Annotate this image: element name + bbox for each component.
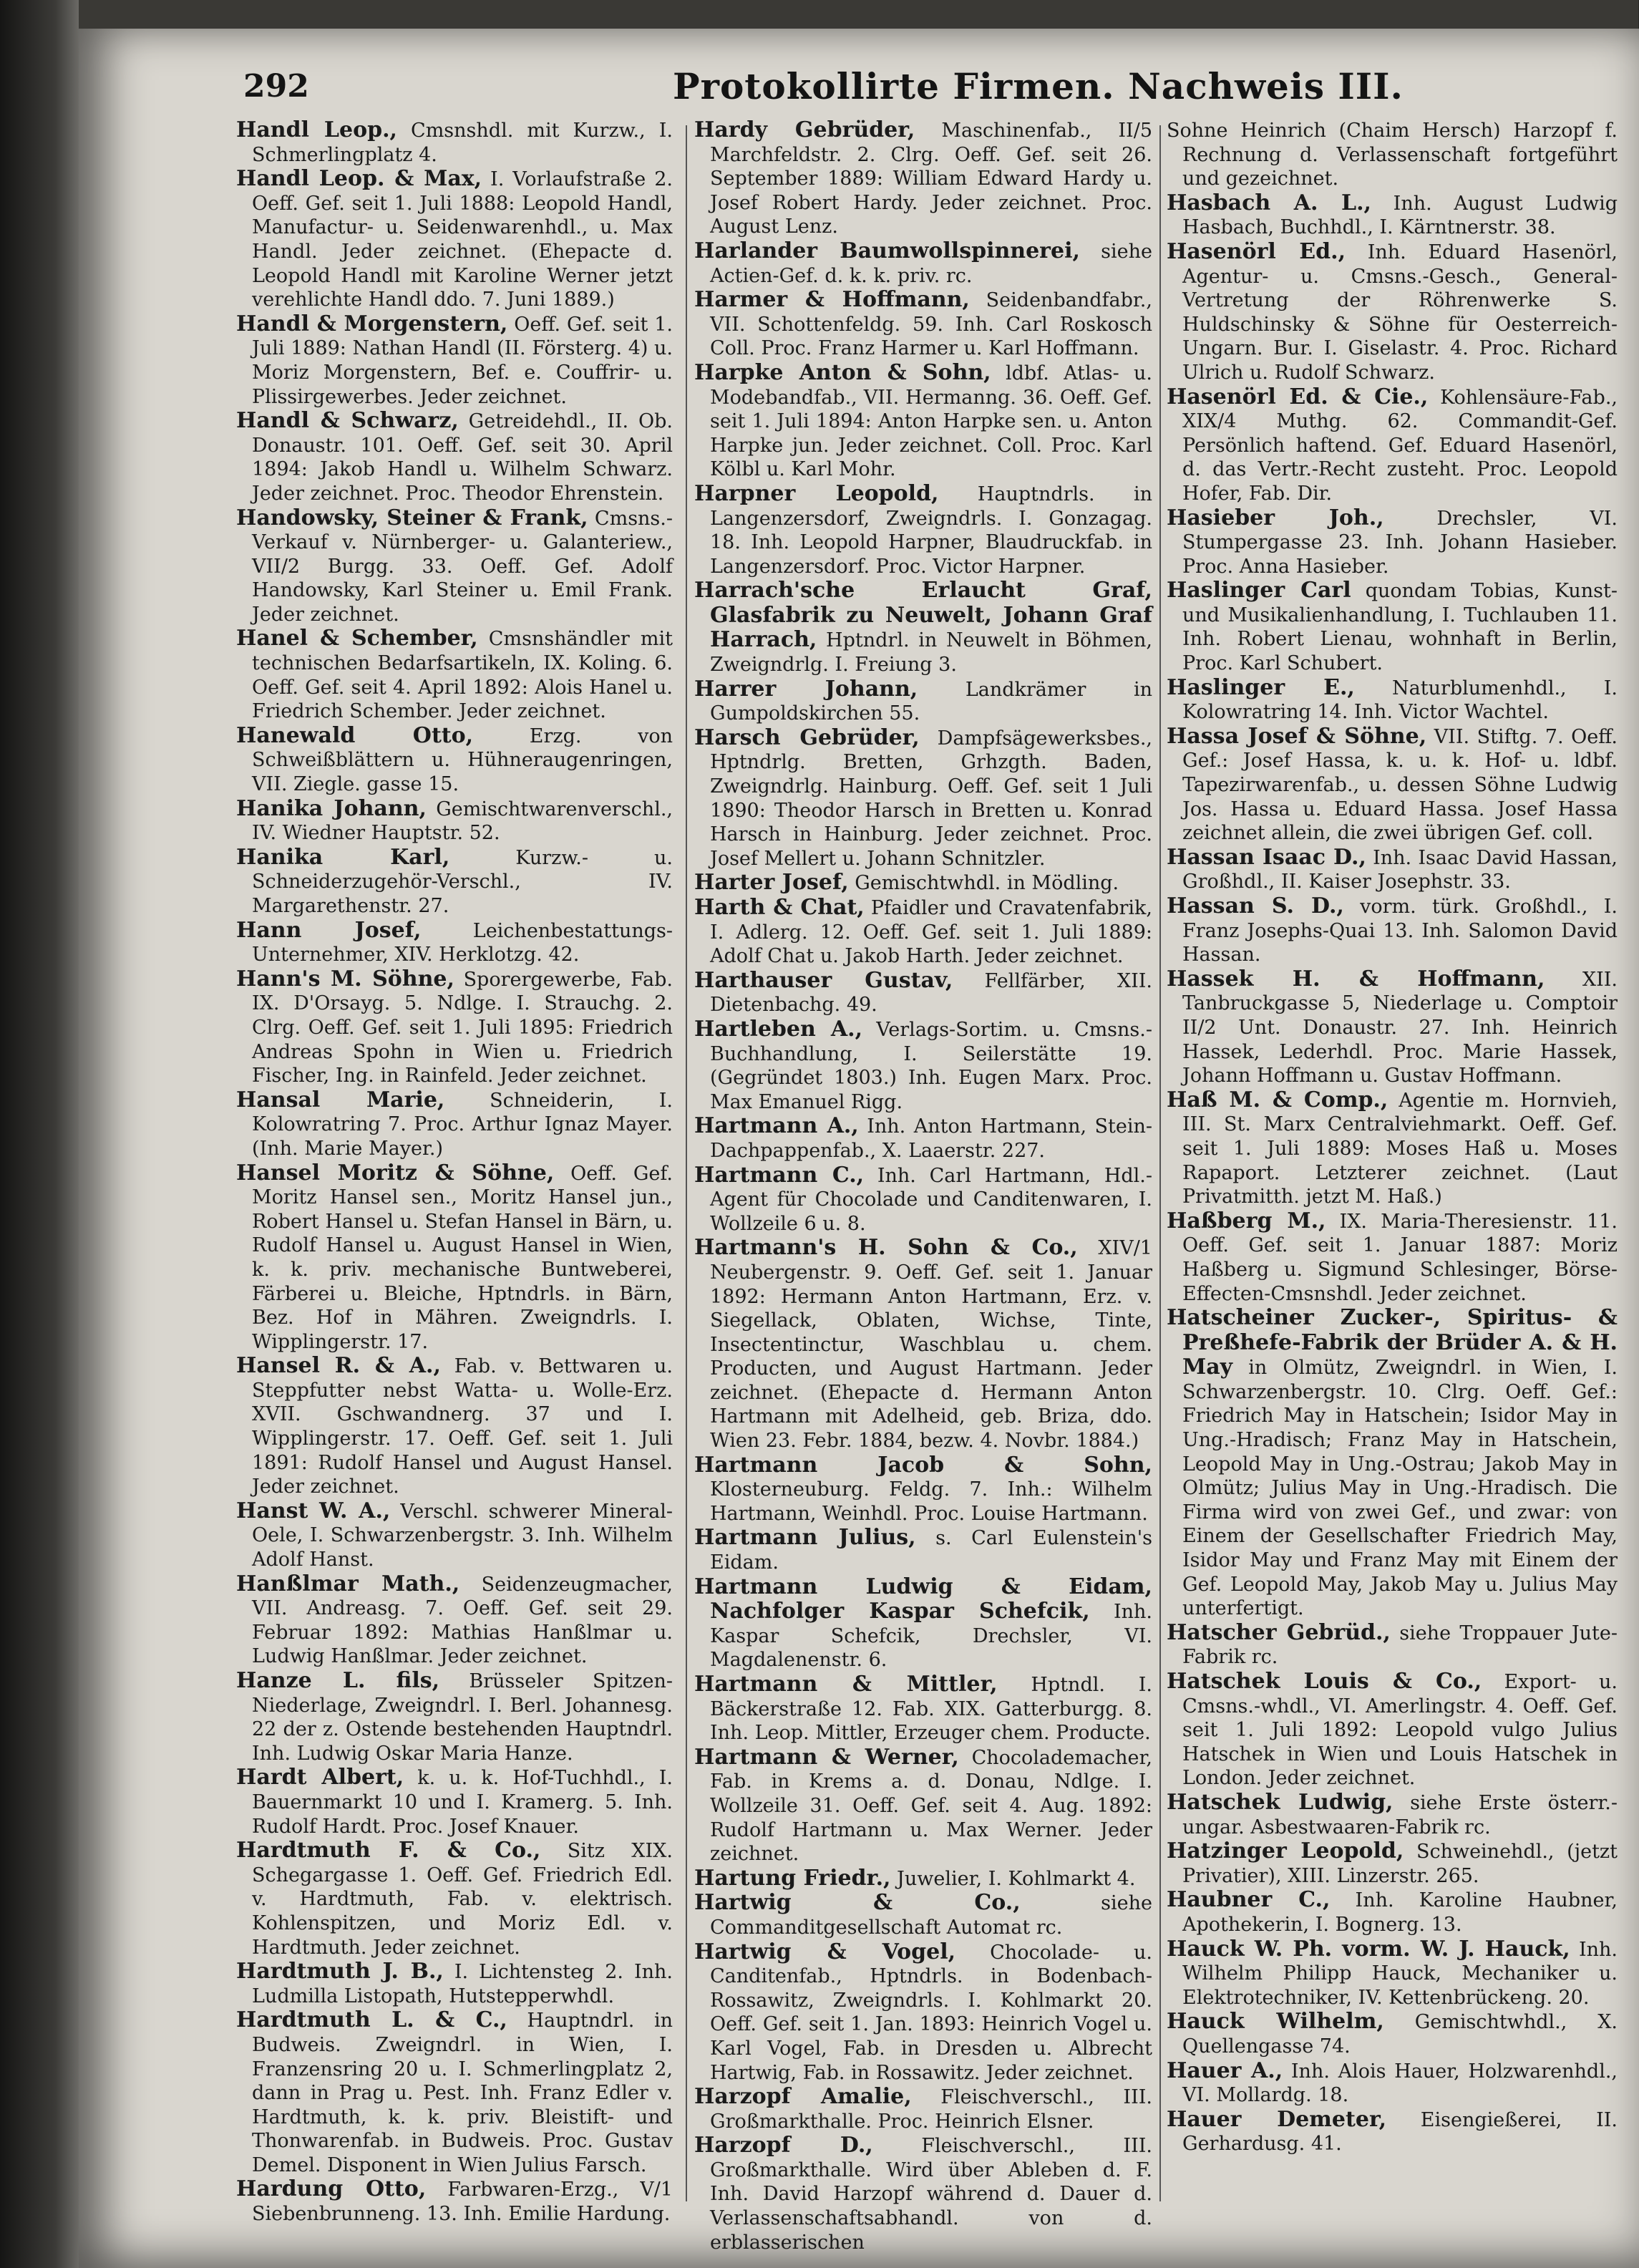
firm-name: Hardung Otto, (236, 2176, 427, 2202)
firm-details: Pfaidler und Cravatenfabrik, I. Adlerg. 12. Oeff. Gef. seit 1. Juli 1889: Adolf Chat u. Jakob Harth. Jeder zeichnet. (710, 897, 1152, 968)
firm-name: Handowsky, Steiner & Frank, (236, 505, 588, 530)
firm-details: Seidenzeugmacher, VII. Andreasg. 7. Oeff. Gef. seit 29. Februar 1892: Mathias Hanßlmar u. Ludwig Hanßlmar. Jeder zeichnet. (252, 1573, 673, 1668)
firm-name: Hatscher Gebrüd., (1167, 1619, 1391, 1645)
directory-entry (1167, 967, 1618, 1088)
firm-details: ldbf. Atlas- u. Modebandfab., VII. Hermanng. 36. Oeff. Gef. seit 1. Juli 1894: Anton Harpke sen. u. Anton Harpke jun. Jeder zeichnet. Coll. Proc. Karl Kölbl u. Karl Mohr. (710, 362, 1152, 481)
firm-details: Inh. Isaac David Hassan, Großhdl., II. Kaiser Josephstr. 33. (1182, 846, 1618, 893)
firm-name: Handl & Schwarz, (236, 408, 459, 434)
book-gutter (0, 0, 79, 2268)
firm-name: Harzopf D., (694, 2133, 873, 2158)
firm-details: Inh. Anton Hartmann, Stein-Dachpappenfab., X. Laaerstr. 227. (710, 1115, 1152, 1162)
firm-name: Hansel Moritz & Söhne, (236, 1160, 555, 1186)
directory-entry (694, 2085, 1152, 2133)
firm-name: Hardy Gebrüder, (694, 117, 915, 142)
firm-details: Cmsnshdl. mit Kurzw., I. Schmerlingplatz 4. (252, 120, 673, 166)
firm-details: in Olmütz, Zweigndrl. in Wien, I. Schwarzenbergstr. 10. Clrg. Oeff. Gef.: Friedrich May in Hatschein; Isidor May in Ung.-Hradisch; Franz May in Hatschein, Leopold May in Ung.-Ostrau; Jakob May in Olmütz; Julius May in Ung.-Hradisch. Die Firma wird von zwei Gef., und zwar: von Einem der Gesellschafter Friedrich May, Isidor May und Franz May mit Einem der Gef. Leopold May, Jakob May u. Julius May unterfertigt. (1182, 1357, 1618, 1620)
directory-entry (694, 1575, 1152, 1672)
firm-name: Harmer & Hoffmann, (694, 287, 970, 313)
directory-entry (236, 506, 673, 627)
directory-entry (1167, 118, 1618, 191)
directory-entry (236, 2008, 673, 2177)
firm-name: Hasenörl Ed., (1167, 238, 1346, 264)
firm-name: Hassan Isaac D., (1167, 844, 1366, 870)
firm-details: siehe Actien-Gef. d. k. k. priv. rc. (710, 240, 1152, 287)
firm-details: Oeff. Gef. seit 1. Juli 1889: Nathan Handl (II. Försterg. 4) u. Moriz Morgenstern, Bef. e. Couffrir- u. Plissirgewerbes. Jeder zeichnet. (252, 313, 673, 408)
firm-details: siehe Commanditgesellschaft Automat rc. (710, 1892, 1152, 1939)
directory-entry (694, 361, 1152, 482)
directory-entry (1167, 1790, 1618, 1839)
firm-details: Chocolademacher, Fab. in Krems a. d. Donau, Ndlge. I. Wollzeile 31. Oeff. Gef. seit 4. Aug. 1892: Rudolf Hartmann u. Max Werner. Jeder zeichnet. (710, 1746, 1152, 1866)
firm-name: Hassan S. D., (1167, 893, 1344, 919)
firm-details: Cmsnshändler mit technischen Bedarfsartikeln, IX. Koling. 6. Oeff. Gef. seit 4. April 1892: Alois Hanel u. Friedrich Schember. Jeder zeichnet. (252, 628, 673, 723)
directory-entry (236, 167, 673, 312)
firm-details: I. Lichtensteg 2. Inh. Ludmilla Listopath, Hutstepperwhdl. (252, 1961, 673, 2007)
directory-entry (694, 969, 1152, 1017)
firm-name: Haß M. & Comp., (1167, 1087, 1388, 1113)
firm-name: Hauck W. Ph. vorm. W. J. Hauck, (1167, 1936, 1570, 1962)
firm-details: Brüsseler Spitzen-Niederlage, Zweigndrl. I. Berl. Johannesg. 22 der z. Ostende bestehenden Hauptndrl. Inh. Ludwig Oskar Maria Hanze. (252, 1670, 673, 1765)
firm-details: Hauptndrl. in Budweis. Zweigndrl. in Wien, I. Franzensring 20 u. I. Schmerlingplatz 2, dann in Prag u. Pest. Inh. Franz Edler v. Hardtmuth, k. k. priv. Bleistift- und Thonwarenfab. in Budweis. Proc. Gustav Demel. Disponent in Wien Julius Farsch. (252, 2010, 673, 2176)
firm-details: Verlags-Sortim. u. Cmsns.-Buchhandlung, I. Seilerstätte 19. (Gegründet 1803.) Inh. Eugen Marx. Proc. Max Emanuel Rigg. (710, 1018, 1152, 1113)
directory-entry (694, 2133, 1152, 2254)
firm-details: Agentie m. Hornvieh, III. St. Marx Centralviehmarkt. Oeff. Gef. seit 1. Juli 1889: Moses Haß u. Moses Rapaport. Letzterer zeichnet. (Laut Privatmitth. jetzt M. Haß.) (1182, 1089, 1618, 1208)
firm-name: Hatschek Ludwig, (1167, 1789, 1394, 1815)
firm-name: Hansal Marie, (236, 1087, 445, 1113)
firm-name: Hassek H. & Hoffmann, (1167, 966, 1545, 992)
directory-entry (236, 1161, 673, 1354)
firm-name: Hartmann & Mittler, (694, 1672, 998, 1697)
firm-details: Naturblumenhdl., I. Kolowratring 14. Inh. Victor Wachtel. (1182, 677, 1618, 724)
firm-details: Fellfärber, XII. Dietenbachg. 49. (710, 969, 1153, 1017)
firm-name: Hardtmuth L. & C., (236, 2007, 507, 2033)
directory-entry (236, 967, 673, 1088)
firm-details: Sitz XIX. Schegargasse 1. Oeff. Gef. Friedrich Edl. v. Hardtmuth, Fab. v. elektrisch. Kohlenspitzen, und Moriz Edl. v. Hardtmuth. Jeder zeichnet. (252, 1840, 673, 1959)
directory-entry (694, 482, 1152, 578)
firm-name: Harth & Chat, (694, 895, 865, 920)
directory-entry (1167, 1621, 1618, 1670)
firm-details: Getreidehdl., II. Ob. Donaustr. 101. Oeff. Gef. seit 30. April 1894: Jakob Handl u. Wilhelm Schwarz. Jeder zeichnet. Proc. Theodor Ehrenstein. (252, 410, 673, 505)
directory-entry (236, 626, 673, 723)
firm-details: Drechsler, VI. Stumpergasse 23. Inh. Johann Hasieber. Proc. Anna Hasieber. (1182, 507, 1618, 578)
firm-name: Hartwig & Co., (694, 1890, 1021, 1916)
directory-entry (236, 1838, 673, 1959)
firm-details: Fab. v. Bettwaren u. Steppfutter nebst Watta- u. Wolle-Erz. XVII. Gschwandnerg. 37 und I. Wipplingerstr. 17. Oeff. Gef. seit 1. Juli 1891: Rudolf Hansel und August Hansel. Jeder zeichnet. (252, 1355, 673, 1498)
directory-entry (694, 118, 1152, 239)
firm-name: Hann's M. Söhne, (236, 966, 454, 992)
firm-details: Inh. Alois Hauer, Holzwarenhdl., VI. Mollardg. 18. (1182, 2060, 1618, 2107)
directory-entry (236, 312, 673, 409)
firm-name: Hartmann Ludwig & Eidam, Nachfolger Kaspar Schefcik, (694, 1574, 1152, 1624)
firm-name: Hansel R. & A., (236, 1353, 441, 1379)
firm-details: Inh. Carl Hartmann, Hdl.-Agent für Chocolade und Canditenwaren, I. Wollzeile 6 u. 8. (710, 1164, 1152, 1235)
directory-entry (694, 1745, 1152, 1866)
firm-name: Hartmann & Werner, (694, 1744, 959, 1770)
firm-details: Inh. Kaspar Schefcik, Drechsler, VI. Magdalenenstr. 6. (710, 1601, 1153, 1672)
firm-name: Hanika Johann, (236, 795, 427, 821)
column-2 (694, 117, 1153, 2254)
firm-details: Maschinenfab., II/5 Marchfeldstr. 2. Clrg. Oeff. Gef. seit 26. September 1889: William Edward Hardy u. Josef Robert Hardy. Jeder zeichnet. Proc. August Lenz. (710, 120, 1152, 238)
firm-details: Eisengießerei, II. Gerhardusg. 41. (1182, 2108, 1618, 2156)
firm-name: Hartmann C., (694, 1162, 865, 1188)
firm-name: Hauck Wilhelm, (1167, 2009, 1384, 2035)
page-header (243, 65, 1474, 111)
firm-name: Harlander Baumwollspinnerei, (694, 238, 1080, 263)
firm-details: Oeff. Gef. Moritz Hansel sen., Moritz Hansel jun., Robert Hansel u. Stefan Hansel in Bärn, u. Rudolf Hansel u. August Hansel in Wien, k. k. priv. mechanische Buntweberei, Färberei u. Bleiche, Hptndrls. in Bärn, Bez. Hof in Mähren. Zweigndrls. I. Wipplingerstr. 17. (252, 1162, 673, 1353)
firm-details: Fleischverschl., III. Großmarkthalle. Proc. Heinrich Elsner. (710, 2086, 1152, 2133)
firm-details: Klosterneuburg. Feldg. 7. Inh.: Wilhelm Hartmann, Weinhdl. Proc. Louise Hartmann. (710, 1478, 1152, 1525)
firm-details: Fleischverschl., III. Großmarkthalle. Wird über Ableben d. F. Inh. David Harzopf während d. Dauer d. Verlassenschaftsabhandl. von d. erblasserischen (710, 2135, 1152, 2254)
directory-entry (236, 724, 673, 797)
directory-entry (694, 726, 1152, 871)
directory-entry (694, 677, 1152, 726)
directory-columns (236, 117, 1618, 2254)
firm-details: Landkrämer in Gumpoldskirchen 55. (710, 678, 1152, 725)
firm-details: quondam Tobias, Kunst- und Musikalienhandlung, I. Tuchlauben 11. Inh. Robert Lienau, wohnhaft in Berlin, Proc. Karl Schubert. (1182, 580, 1618, 675)
directory-entry (236, 919, 673, 967)
directory-entry (694, 896, 1152, 969)
firm-name: Harrach'sche Erlaucht Graf, Glasfabrik zu Neuwelt, Johann Graf Harrach, (694, 578, 1152, 653)
firm-name: Haubner C., (1167, 1887, 1331, 1913)
firm-details: Schweinehdl., (jetzt Privatier), XIII. Linzerstr. 265. (1182, 1841, 1618, 1887)
firm-name: Haslinger Carl (1167, 578, 1351, 604)
firm-details: XIV/1 Neubergenstr. 9. Oeff. Gef. seit 1. Januar 1892: Hermann Anton Hartmann, Erz. v. Siegellack, Oblaten, Wichse, Tinte, Insectentinctur, Waschblau u. chem. Producten, und August Hartmann. Jeder zeichnet. (Ehepacte d. Hermann Anton Hartmann mit Adelheid, geb. Briza, ddo. Wien 23. Febr. 1884, bezw. 4. Novbr. 1884.) (710, 1237, 1152, 1453)
firm-details: s. Carl Eulenstein's Eidam. (710, 1527, 1153, 1574)
firm-details: Gemischtwhdl. in Mödling. (848, 872, 1119, 895)
directory-entry (1167, 1937, 1618, 2010)
directory-entry (694, 1891, 1152, 1939)
firm-name: Hanßlmar Math., (236, 1571, 460, 1596)
firm-details: Hptndrl. in Neuwelt in Böhmen, Zweigndrlg. I. Freiung 3. (710, 629, 1152, 677)
firm-details: Inh. August Ludwig Hasbach, Buchhdl., I. Kärntnerstr. 38. (1182, 192, 1618, 239)
directory-entry (1167, 1306, 1618, 1621)
directory-entry (694, 1866, 1152, 1891)
firm-name: Hauer A., (1167, 2058, 1283, 2083)
directory-entry (694, 1236, 1152, 1453)
directory-entry (694, 578, 1152, 677)
directory-entry (1167, 845, 1618, 894)
firm-details: vorm. türk. Großhdl., I. Franz Josephs-Quai 13. Inh. Salomon David Hassan. (1182, 896, 1618, 966)
directory-entry (694, 871, 1152, 896)
directory-entry (694, 1114, 1152, 1163)
directory-entry (1167, 1839, 1618, 1888)
directory-entry (694, 1017, 1152, 1114)
directory-entry (694, 1163, 1152, 1236)
firm-name: Handl Leop. & Max, (236, 166, 482, 192)
firm-name: Harpner Leopold, (694, 480, 939, 506)
directory-entry (1167, 1888, 1618, 1937)
firm-details: Verschl. schwerer Mineral-Oele, I. Schwarzenbergstr. 3. Inh. Wilhelm Adolf Hanst. (252, 1500, 673, 1571)
firm-name: Handl Leop., (236, 117, 397, 142)
firm-name: Hanika Karl, (236, 844, 450, 870)
firm-details: Schneiderin, I. Kolowratring 7. Proc. Arthur Ignaz Mayer. (Inh. Marie Mayer.) (252, 1089, 673, 1160)
directory-entry (1167, 191, 1618, 240)
firm-name: Hatzinger Leopold, (1167, 1838, 1404, 1864)
running-title: Protokollirte Firmen. Nachweis III. (673, 65, 1404, 107)
column-3 (1167, 118, 1618, 2237)
directory-entry (236, 1572, 673, 1669)
directory-entry (236, 1669, 673, 1765)
firm-name: Hatschek Louis & Co., (1167, 1669, 1482, 1694)
firm-name: Haslinger E., (1167, 674, 1355, 700)
firm-details: Chocolade- u. Canditenfab., Hptndrls. in Bodenbach-Rossawitz, Zweigndrls. I. Kohlmarkt 20. Oeff. Gef. seit 1. Jan. 1893: Heinrich Vogel u. Karl Vogel, Fab. in Dresden u. Albrecht Hartwig, Fab. in Rossawitz. Jeder zeichnet. (710, 1941, 1152, 2084)
firm-details: I. Vorlaufstraße 2. Oeff. Gef. seit 1. Juli 1888: Leopold Handl, Manufactur- u. Seidenwarenhdl., u. Max Handl. Jeder zeichnet. (Ehepacte d. Leopold Handl mit Karoline Werner jetzt verehlichte Handl ddo. 7. Juni 1889.) (252, 168, 673, 311)
directory-entry (236, 1959, 673, 2008)
firm-details: Farbwaren-Erzg., V/1 Siebenbrunneng. 13. Inh. Emilie Hardung. (252, 2179, 673, 2226)
directory-entry (1167, 1088, 1618, 1209)
directory-entry (236, 409, 673, 505)
firm-name: Hauer Demeter, (1167, 2106, 1387, 2132)
directory-entry (1167, 724, 1618, 845)
directory-entry (694, 1672, 1152, 1745)
directory-entry (236, 845, 673, 919)
firm-name: Handl & Morgenstern, (236, 311, 508, 336)
directory-entry (1167, 1209, 1618, 1306)
firm-details: Gemischtwarenverschl., IV. Wiedner Hauptstr. 52. (252, 798, 673, 845)
firm-details: Gemischtwhdl., X. Quellengasse 74. (1182, 2011, 1618, 2058)
firm-details: Inh. Karoline Haubner, Apothekerin, I. Bognerg. 13. (1182, 1889, 1618, 1936)
firm-details: Seidenbandfabr., VII. Schottenfeldg. 59. Inh. Carl Roskosch Coll. Proc. Franz Harmer u. Karl Hoffmann. (710, 289, 1152, 360)
firm-name: Hassa Josef & Söhne, (1167, 723, 1427, 749)
firm-name: Harter Josef, (694, 870, 849, 896)
firm-details: Juwelier, I. Kohlmarkt 4. (890, 1867, 1136, 1890)
firm-name: Hanst W. A., (236, 1498, 391, 1523)
firm-name: Hardt Albert, (236, 1765, 404, 1790)
firm-details: Hauptndrls. in Langenzersdorf, Zweigndrls. I. Gonzagag. 18. Inh. Leopold Harpner, Blaudruckfab. in Langenzersdorf. Proc. Victor Harpner. (710, 483, 1152, 578)
directory-entry (236, 1088, 673, 1161)
firm-name: Hanewald Otto, (236, 722, 474, 748)
firm-details: Dampfsägewerksbes., Hptndrlg. Bretten, Grhzgth. Baden, Zweigndrlg. Hainburg. Oeff. Gef. seit 1 Juli 1890: Theodor Harsch in Bretten u. Konrad Harsch in Hainburg. Jeder zeichnet. Proc. Josef Mellert u. Johann Schnitzler. (710, 727, 1153, 870)
directory-entry (1167, 578, 1618, 675)
directory-entry (1167, 2059, 1618, 2108)
firm-details: Hptndl. I. Bäckerstraße 12. Fab. XIX. Gatterburgg. 8. Inh. Leop. Mittler, Erzeuger chem. Producte. (710, 1674, 1152, 1745)
firm-name: Hasieber Joh., (1167, 505, 1384, 530)
directory-entry (694, 288, 1152, 361)
firm-name: Hasbach A. L., (1167, 190, 1371, 215)
firm-name: Hartleben A., (694, 1016, 863, 1042)
firm-details: XII. Tanbruckgasse 5, Niederlage u. Comptoir II/2 Unt. Donaustr. 27. Inh. Heinrich Hassek, Lederhdl. Proc. Marie Hassek, Johann Hoffmann u. Gustav Hoffmann. (1182, 968, 1618, 1087)
firm-name: Hatscheiner Zucker-, Spiritus- & Preßhefe-Fabrik der Brüder A. & H. May (1167, 1305, 1618, 1380)
firm-name: Hartung Friedr., (694, 1865, 891, 1891)
directory-entry (1167, 2010, 1618, 2058)
directory-entry (236, 1354, 673, 1499)
firm-details: Inh. Eduard Hasenörl, Agentur- u. Cmsns.-Gesch., General-Vertretung der Röhrenwerke S. Huldschinsky & Söhne für Oesterreich-Ungarn. Bur. I. Giselastr. 4. Proc. Richard Ulrich u. Rudolf Schwarz. (1182, 241, 1618, 384)
column-rule (1159, 125, 1161, 2201)
directory-entry (236, 1765, 673, 1838)
directory-entry (236, 1499, 673, 1572)
firm-details: Kohlensäure-Fab., XIX/4 Muthg. 62. Commandit-Gef. Persönlich haftend. Gef. Eduard Hasenörl, d. das Vertr.-Recht zusteht. Proc. Leopold Hofer, Fab. Dir. (1182, 386, 1618, 505)
column-rule (686, 125, 687, 2201)
directory-entry (1167, 894, 1618, 967)
directory-entry (236, 118, 673, 167)
directory-entry (1167, 506, 1618, 579)
firm-details: Sporergewerbe, Fab. IX. D'Orsayg. 5. Ndlge. I. Strauchg. 2. Clrg. Oeff. Gef. seit 1. Juli 1895: Friedrich Andreas Spohn in Wien u. Friedrich Fischer, Ing. in Rainfeld. Jeder zeichnet. (252, 968, 673, 1087)
firm-name: Hartmann A., (694, 1113, 859, 1139)
firm-details: siehe Troppauer Jute-Fabrik rc. (1182, 1622, 1618, 1669)
firm-details: IX. Maria-Theresienstr. 11. Oeff. Gef. seit 1. Januar 1887: Moriz Haßberg u. Sigmund Schlesinger, Börse-Effecten-Cmsnshdl. Jeder zeichnet. (1182, 1210, 1618, 1305)
directory-entry (1167, 385, 1618, 506)
firm-details: Cmsns.-Verkauf v. Nürnberger- u. Galanteriew., VII/2 Burgg. 33. Oeff. Gef. Adolf Handowsky, Karl Steiner u. Emil Frank. Jeder zeichnet. (252, 507, 673, 626)
firm-details: k. u. k. Hof-Tuchhdl., I. Bauernmarkt 10 und I. Kramerg. 5. Inh. Rudolf Hardt. Proc. Josef Knauer. (252, 1767, 673, 1838)
directory-entry (694, 239, 1152, 288)
firm-details: Sohne Heinrich (Chaim Hersch) Harzopf f. Rechnung d. Verlassenschaft fortgeführt und gezeichnet. (1167, 120, 1618, 190)
directory-entry (694, 1526, 1152, 1574)
directory-entry (1167, 1670, 1618, 1790)
firm-name: Hann Josef, (236, 917, 422, 943)
directory-entry (694, 1940, 1152, 2085)
firm-name: Harrer Johann, (694, 676, 918, 702)
firm-name: Hanze L. fils, (236, 1668, 440, 1693)
firm-details: Export- u. Cmsns.-whdl., VI. Amerlingstr. 4. Oeff. Gef. seit 1. Juli 1892: Leopold vulgo Julius Hatschek in Wien und Louis Hatschek in London. Jeder zeichnet. (1182, 1671, 1618, 1790)
firm-name: Hartmann Jacob & Sohn, (694, 1452, 1152, 1478)
firm-name: Hartmann's H. Sohn & Co., (694, 1235, 1078, 1261)
firm-details: Inh. Wilhelm Philipp Hauck, Mechaniker u. Elektrotechniker, IV. Kettenbrückeng. 20. (1182, 1938, 1618, 2009)
firm-name: Hardtmuth J. B., (236, 1959, 444, 1984)
firm-details: siehe Erste österr.-ungar. Asbestwaaren-Fabrik rc. (1182, 1791, 1618, 1838)
directory-entry (236, 2177, 673, 2226)
firm-name: Harpke Anton & Sohn, (694, 359, 991, 385)
firm-name: Harsch Gebrüder, (694, 724, 920, 750)
firm-name: Hardtmuth F. & Co., (236, 1838, 541, 1864)
firm-details: Leichenbestattungs-Unternehmer, XIV. Herklotzg. 42. (252, 919, 673, 966)
firm-name: Hanel & Schember, (236, 626, 478, 651)
firm-details: Kurzw.- u. Schneiderzugehör-Verschl., IV. Margarethenstr. 27. (252, 846, 673, 917)
firm-name: Hasenörl Ed. & Cie., (1167, 384, 1429, 410)
page-number: 292 (243, 68, 309, 105)
column-1 (236, 118, 673, 2237)
firm-name: Hartmann Julius, (694, 1525, 916, 1551)
firm-name: Hartwig & Vogel, (694, 1939, 956, 1964)
directory-entry (694, 1453, 1152, 1526)
directory-entry (1167, 240, 1618, 385)
firm-details: Erzg. von Schweißblättern u. Hühneraugenringen, VII. Ziegle. gasse 15. (252, 724, 673, 796)
directory-entry (1167, 2108, 1618, 2156)
firm-name: Harthauser Gustav, (694, 967, 953, 993)
firm-details: VII. Stiftg. 7. Oeff. Gef.: Josef Hassa, k. u. k. Hof- u. ldbf. Tapezirwarenfab., u. dessen Söhne Ludwig Jos. Hassa u. Eduard Hassa. Josef Hassa zeichnet allein, die zwei übrigen Gef. coll. (1182, 725, 1618, 845)
firm-name: Haßberg M., (1167, 1208, 1326, 1234)
directory-entry (236, 797, 673, 845)
firm-name: Harzopf Amalie, (694, 2084, 912, 2110)
directory-entry (1167, 676, 1618, 724)
